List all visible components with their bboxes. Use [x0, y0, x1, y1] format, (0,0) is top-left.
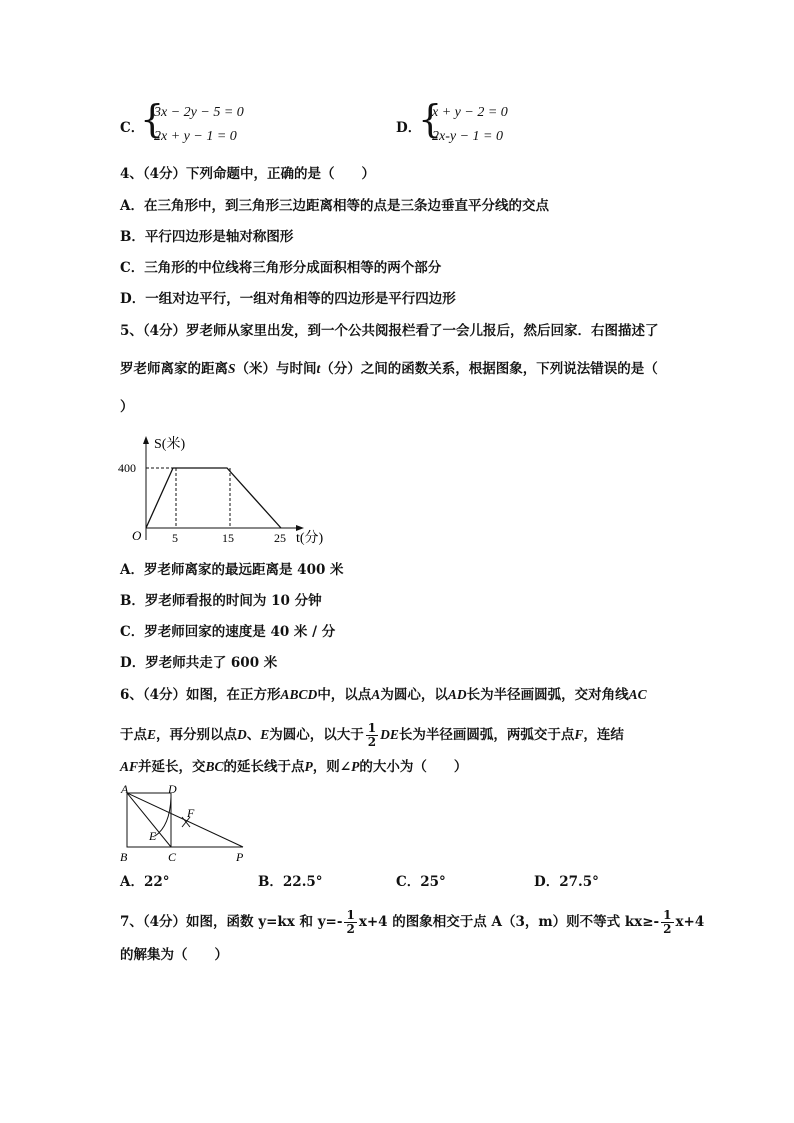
q6-square-figure [116, 782, 256, 864]
q5-x-label: t(分) [296, 531, 324, 546]
q6-stem-line-2: 于点E，再分别以点D、E为圆心，以大于 $\frac{1}{2}$ DE长为半径画圆弧，两弧交于点F，连结 [120, 721, 624, 749]
q5-stem-line-1: 5、（4分）罗老师从家里出发，到一个公共阅报栏看了一会儿报后，然后回家．右图描述了 [120, 323, 659, 339]
q3-option-c-label: C． [120, 120, 145, 136]
q5-stem-line-3: ） [120, 399, 134, 415]
q5-distance-time-graph [116, 432, 336, 548]
q5-stem-line-2: 罗老师离家的距离S（米）与时间t（分）之间的函数关系，根据图象，下列说法错误的是（ [120, 361, 658, 377]
q6-label-a: A [121, 782, 129, 796]
q4-option-c: C．三角形的中位线将三角形分成面积相等的两个部分 [120, 260, 442, 276]
q7-fraction-1: $\frac{1}{2}$ [346, 908, 355, 936]
q5-y-tick-400: 400 [118, 461, 136, 475]
q3-d-equation-2: 2x-y − 1 = 0 [432, 129, 503, 144]
q6-option-c: C．25° [396, 874, 446, 890]
q5-x-tick-5: 5 [172, 531, 178, 545]
q6-option-a: A．22° [120, 874, 170, 890]
q4-stem: 4、（4分）下列命题中，正确的是（ ） [120, 166, 376, 182]
q5-data-line [146, 468, 281, 528]
q6-fraction-half: $\frac{1}{2}$ [367, 721, 377, 749]
q4-option-d: D．一组对边平行，一组对角相等的四边形是平行四边形 [120, 291, 456, 307]
q6-option-b: B．22.5° [258, 874, 323, 890]
q5-x-tick-25: 25 [274, 531, 286, 545]
q5-option-d: D．罗老师共走了 600 米 [120, 655, 278, 671]
q3-d-equation-1: x + y − 2 = 0 [432, 105, 508, 120]
q5-origin-label: O [132, 528, 142, 543]
q5-y-label: S(米) [154, 437, 186, 452]
q6-label-e: E [149, 829, 157, 843]
q3-option-d-label: D． [396, 120, 422, 136]
q5-option-b: B．罗老师看报的时间为 10 分钟 [120, 593, 322, 609]
q6-stem-line-3: AF并延长，交BC的延长线于点P，则∠P的大小为（ ） [120, 759, 468, 775]
q5-y-axis-arrow [143, 436, 149, 444]
q6-label-p: P [236, 850, 244, 864]
q3-c-brace: { [140, 97, 165, 141]
q6-label-b: B [120, 850, 128, 864]
q6-label-d: D [168, 782, 177, 796]
q7-fraction-2: $\frac{1}{2}$ [663, 908, 672, 936]
q4-option-a: A．在三角形中，到三角形三边距离相等的点是三条边垂直平分线的交点 [120, 198, 549, 214]
q6-label-f: F [187, 806, 195, 820]
q6-stem-line-1: 6、（4分）如图，在正方形ABCD中，以点A为圆心，以AD长为半径画圆弧，交对角线AC [120, 687, 647, 703]
q7-stem-line-1: 7、（4分）如图，函数 y=kx 和 y=- $\frac{1}{2}$ x+4 的图象相交于点 A（3，m）则不等式 kx≥- $\frac{1}{2}$ x+4 [120, 908, 705, 936]
q6-option-d: D．27.5° [534, 874, 599, 890]
q3-d-brace: { [418, 97, 443, 141]
q5-x-tick-15: 15 [222, 531, 234, 545]
q5-option-a: A．罗老师离家的最远距离是 400 米 [120, 562, 344, 578]
q3-c-equation-1: 3x − 2y − 5 = 0 [154, 105, 244, 120]
q7-stem-line-2: 的解集为（ ） [120, 947, 228, 963]
q4-option-b: B．平行四边形是轴对称图形 [120, 229, 294, 245]
q5-option-c: C．罗老师回家的速度是 40 米 / 分 [120, 624, 336, 640]
q3-c-equation-2: 2x + y − 1 = 0 [154, 129, 237, 144]
q6-label-c: C [168, 850, 177, 864]
